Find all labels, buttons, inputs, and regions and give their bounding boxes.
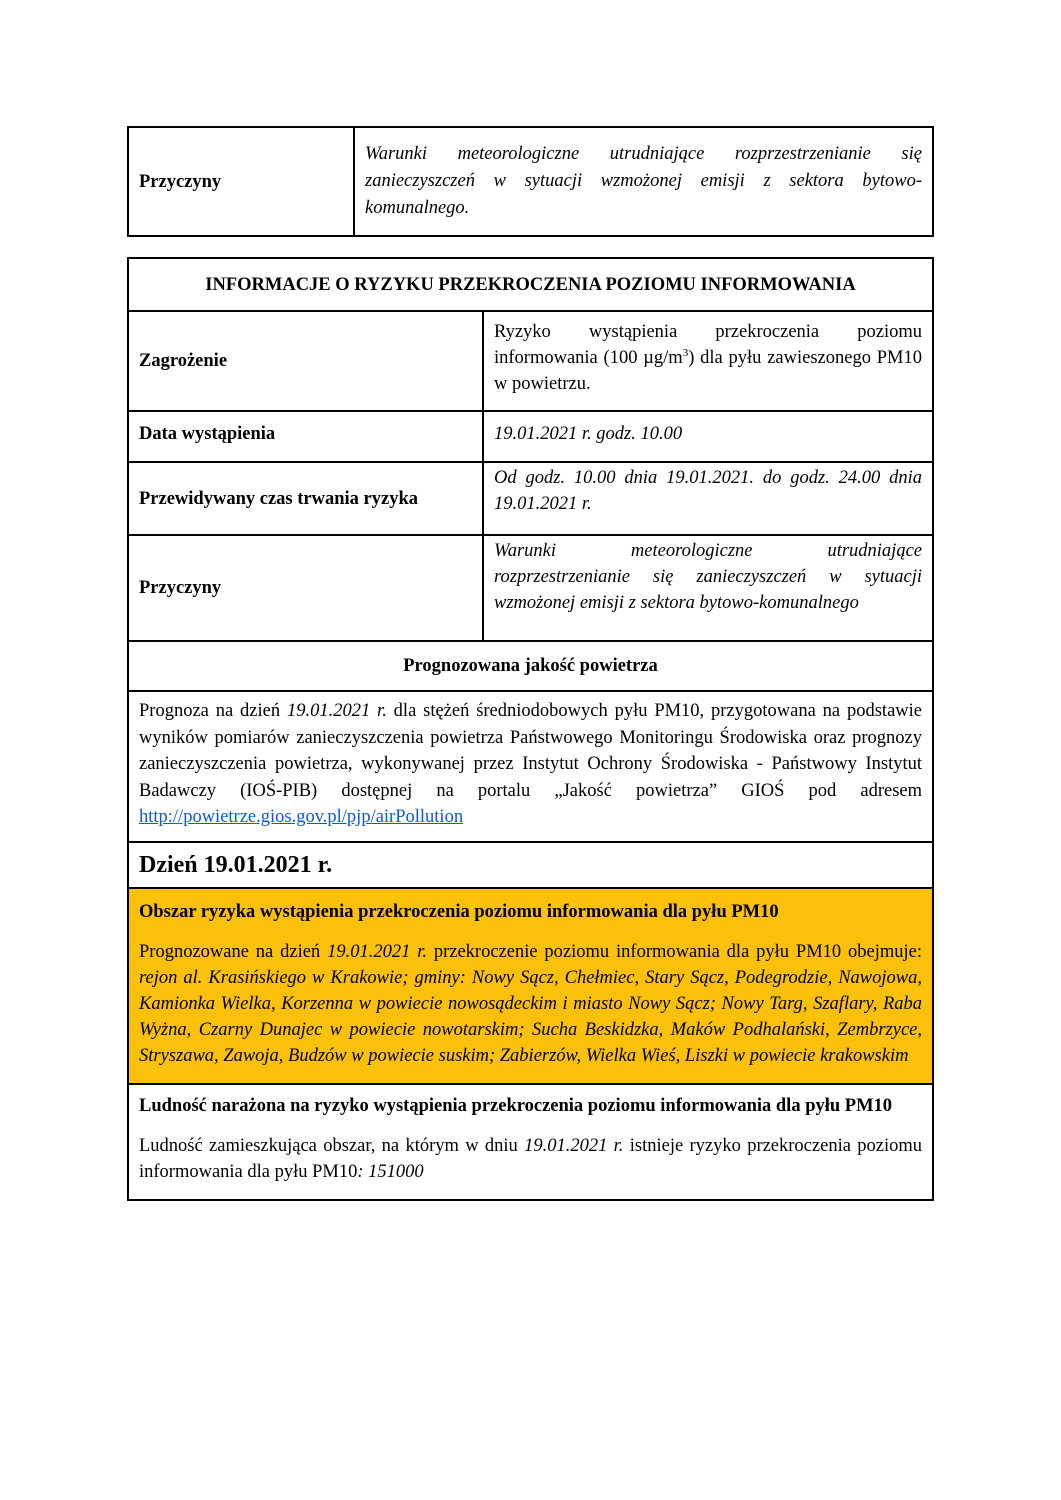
date-label: Data wystąpienia xyxy=(128,411,483,462)
duration-value: Od godz. 10.00 dnia 19.01.2021. do godz. 24.00 dnia 19.01.2021 r. xyxy=(483,462,933,535)
causes-table-top xyxy=(127,126,934,237)
area-text-start: Prognozowane na dzień xyxy=(139,941,328,962)
area-title-row xyxy=(128,888,933,933)
duration-label: Przewidywany czas trwania ryzyka xyxy=(128,462,483,535)
causes-row xyxy=(128,127,933,236)
forecast-title-row xyxy=(128,641,933,691)
area-date: 19.01.2021 r. xyxy=(327,941,427,962)
population-title-row xyxy=(128,1084,933,1125)
day-row xyxy=(128,842,933,888)
population-count: : 151000 xyxy=(357,1161,424,1182)
hazard-value xyxy=(483,311,933,411)
hazard-value-superscript: 3 xyxy=(682,346,689,359)
causes-main-value: Warunki meteorologiczne utrudniające rozprzestrzenianie się zanieczyszczeń w sytuacji wzmożonej emisji z sektora bytowo-komunalnego xyxy=(483,535,933,641)
causes-value: Warunki meteorologiczne utrudniające rozprzestrzenianie się zanieczyszczeń w sytuacji wzmożonej emisji z sektora bytowo-komunalnego. xyxy=(354,127,933,236)
date-row xyxy=(128,411,933,462)
air-quality-portal-link[interactable]: http://powietrze.gios.gov.pl/pjp/airPollution xyxy=(139,807,464,827)
area-text-mid: przekroczenie poziomu informowania dla pyłu PM10 obejmuje: xyxy=(426,941,922,962)
area-text xyxy=(128,933,933,1084)
risk-info-table xyxy=(127,257,934,1201)
risk-table-header: INFORMACJE O RYZYKU PRZEKROCZENIA POZIOMU INFORMOWANIA xyxy=(128,258,933,311)
forecast-date: 19.01.2021 r. xyxy=(286,701,387,721)
area-text-row xyxy=(128,933,933,1084)
forecast-text xyxy=(128,691,933,842)
hazard-label: Zagrożenie xyxy=(128,311,483,411)
date-value: 19.01.2021 r. godz. 10.00 xyxy=(483,411,933,462)
causes-main-label: Przyczyny xyxy=(128,535,483,641)
population-date: 19.01.2021 r. xyxy=(524,1135,624,1156)
hazard-value-text-end: ) dla pyłu zawieszonego PM10 w powietrzu. xyxy=(494,348,922,394)
population-title: Ludność narażona na ryzyko wystąpienia przekroczenia poziomu informowania dla pyłu PM10 xyxy=(128,1084,933,1125)
population-text-mid: istnieje ryzyko przekroczenia poziomu informowania dla pyłu PM10 xyxy=(139,1135,922,1182)
forecast-title: Prognozowana jakość powietrza xyxy=(128,641,933,691)
hazard-row xyxy=(128,311,933,411)
forecast-text-start: Prognoza na dzień xyxy=(139,701,287,721)
forecast-text-body: dla stężeń średniodobowych pyłu PM10, przygotowana na podstawie wyników pomiarów zanieczyszczenia powietrza Państwowego Monitoringu Środowiska oraz prognozy zanieczyszczenia powietrza, wykonywanej przez Instytut Ochrony Środowiska - Państwowy Instytut Badawczy (IOŚ-PIB) dostępnej na portalu „Jakość powietrza” GIOŚ pod adresem xyxy=(139,701,922,801)
causes-row-main xyxy=(128,535,933,641)
duration-row xyxy=(128,462,933,535)
area-title: Obszar ryzyka wystąpienia przekroczenia poziomu informowania dla pyłu PM10 xyxy=(128,888,933,933)
day-heading: Dzień 19.01.2021 r. xyxy=(128,842,933,888)
population-text xyxy=(128,1125,933,1200)
causes-label: Przyczyny xyxy=(128,127,354,236)
risk-header-row xyxy=(128,258,933,311)
area-regions: rejon al. Krasińskiego w Krakowie; gminy: Nowy Sącz, Chełmiec, Stary Sącz, Podegrodzie, Nawojowa, Kamionka Wielka, Korzenna w powiecie nowosądeckim i miasto Nowy Sącz; Nowy Targ, Szaflary, Raba Wyżna, Czarny Dunajec w powiecie nowotarskim; Sucha Beskidzka, Maków Podhalański, Zembrzyce, Stryszawa, Zawoja, Budzów w powiecie suskim; Zabierzów, Wielka Wieś, Liszki w powiecie krakowskim xyxy=(139,967,922,1066)
population-text-row xyxy=(128,1125,933,1200)
hazard-value-text: Ryzyko wystąpienia przekroczenia poziomu informowania (100 µg/m xyxy=(494,322,922,368)
forecast-text-row xyxy=(128,691,933,842)
population-text-start: Ludność zamieszkująca obszar, na którym w dniu xyxy=(139,1135,525,1156)
